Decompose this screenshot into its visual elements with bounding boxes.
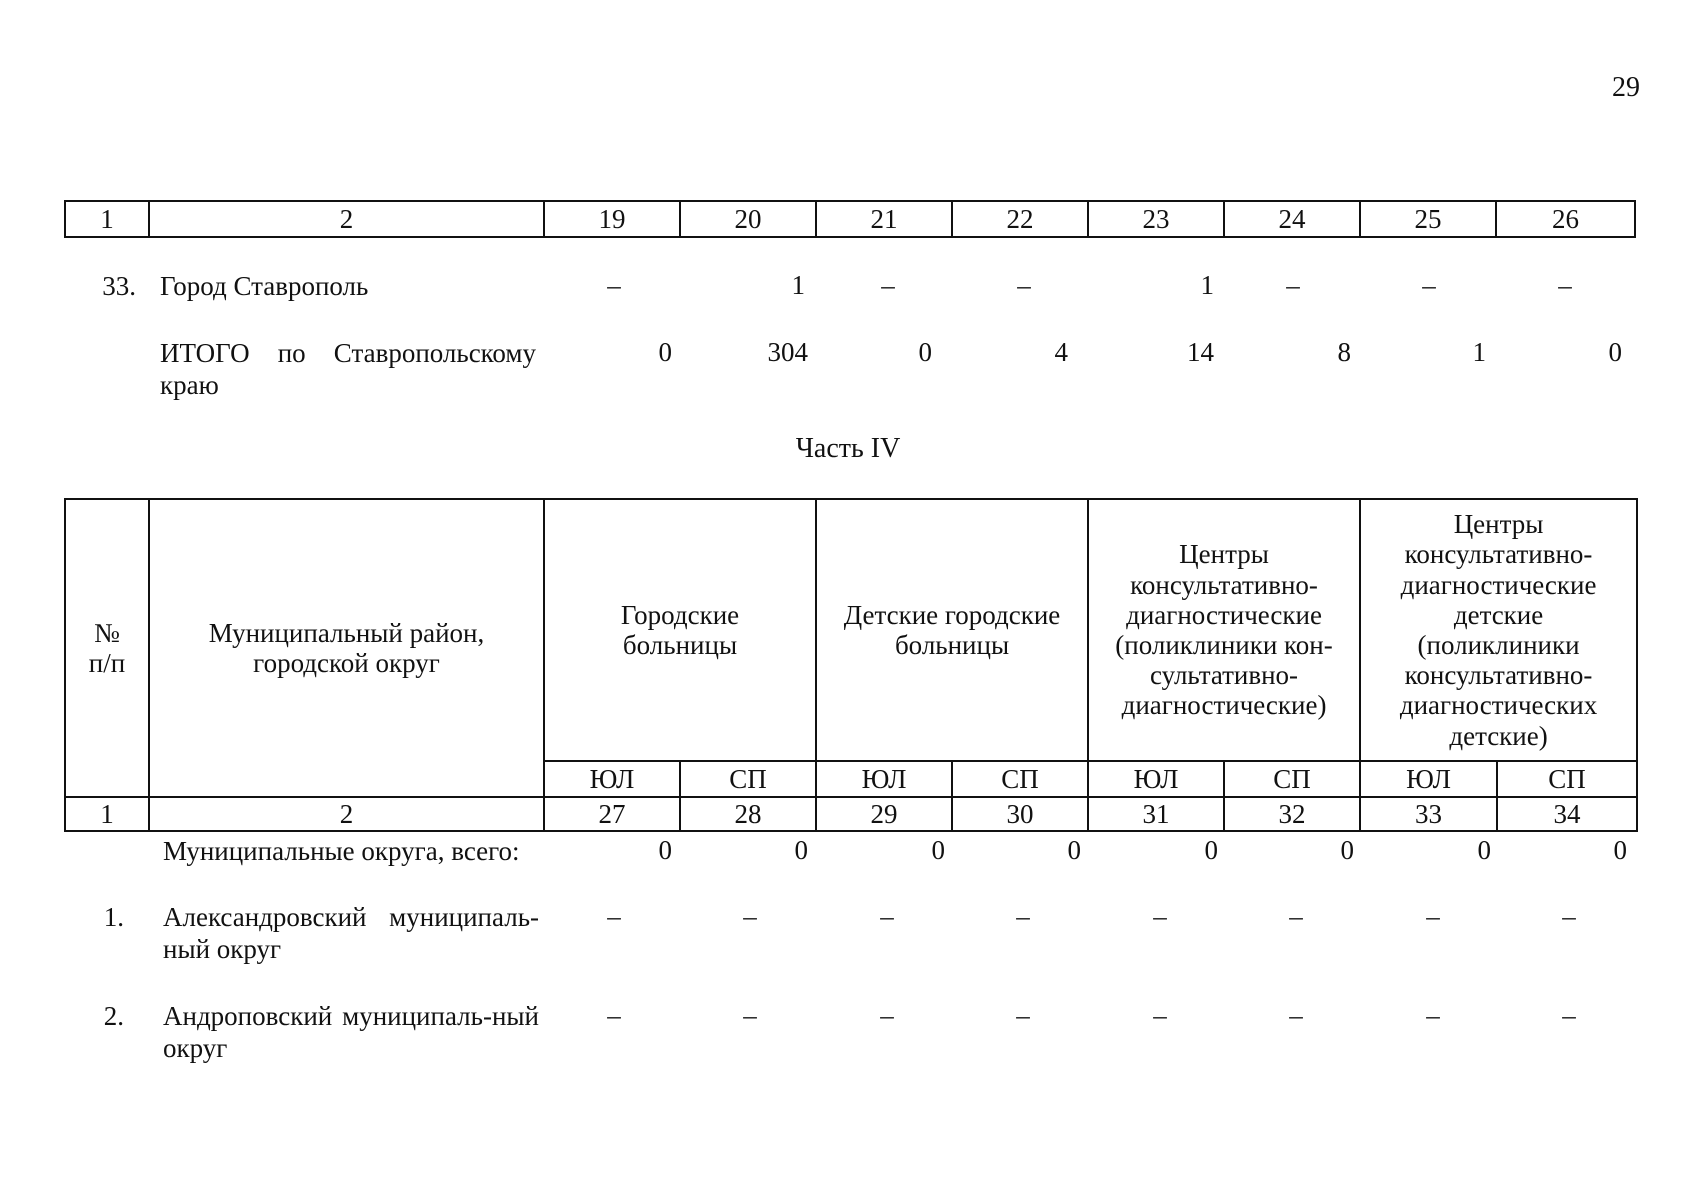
cell-value: – xyxy=(743,901,757,931)
cell-value: 0 xyxy=(658,337,672,367)
cell-value: – xyxy=(1562,1000,1576,1030)
cell-value: 0 xyxy=(918,337,932,367)
cell-value: – xyxy=(607,270,621,300)
cell-value: – xyxy=(880,901,894,931)
column-number: 23 xyxy=(1088,201,1224,237)
cell-value: – xyxy=(1017,270,1031,300)
column-number: 29 xyxy=(816,797,952,831)
column-number: 21 xyxy=(816,201,952,237)
cell-value: – xyxy=(1558,270,1572,300)
cell-value: 0 xyxy=(1340,835,1354,865)
header-children-city-hospitals: Детские городские больницы xyxy=(816,499,1088,761)
cell-value: – xyxy=(1016,1000,1030,1030)
cell-value: – xyxy=(881,270,895,300)
header-municipality: Муниципальный район, городской округ xyxy=(149,499,544,797)
column-number: 19 xyxy=(544,201,680,237)
cell-value: – xyxy=(1153,1000,1167,1030)
column-number: 2 xyxy=(149,797,544,831)
top-column-number-table xyxy=(64,200,1636,238)
sub-header: СП xyxy=(1224,761,1360,797)
cell-value: – xyxy=(1426,1000,1440,1030)
cell-value: 0 xyxy=(1613,835,1627,865)
header-diagnostic-centers: Центры консультативно-диагностические (поликлиники кон-сультативно-диагностические) xyxy=(1088,499,1360,761)
row-number: 1. xyxy=(103,902,124,932)
column-number: 22 xyxy=(952,201,1088,237)
cell-value: 14 xyxy=(1187,337,1214,367)
page-number: 29 xyxy=(1612,72,1640,103)
row-name: Александровский муниципаль-ный округ xyxy=(163,902,539,965)
cell-value: 0 xyxy=(794,835,808,865)
column-number: 34 xyxy=(1497,797,1637,831)
sub-header: ЮЛ xyxy=(1088,761,1224,797)
part-title: Часть IV xyxy=(795,433,901,464)
cell-value: – xyxy=(1289,901,1303,931)
column-number: 32 xyxy=(1224,797,1360,831)
column-number: 2 xyxy=(149,201,544,237)
row-number: 2. xyxy=(103,1001,124,1031)
table-row-subtotal xyxy=(163,835,520,867)
row-name: ИТОГО по Ставропольскому краю xyxy=(160,338,536,401)
column-number: 24 xyxy=(1224,201,1360,237)
part-iv-header-table xyxy=(64,498,1638,832)
cell-value: – xyxy=(880,1000,894,1030)
column-number: 28 xyxy=(680,797,816,831)
column-number: 33 xyxy=(1360,797,1497,831)
cell-value: – xyxy=(743,1000,757,1030)
cell-value: – xyxy=(1289,1000,1303,1030)
cell-value: – xyxy=(1016,901,1030,931)
column-number: 1 xyxy=(65,797,149,831)
cell-value: – xyxy=(607,901,621,931)
cell-value: 8 xyxy=(1337,337,1351,367)
cell-value: – xyxy=(1562,901,1576,931)
sub-header: ЮЛ xyxy=(816,761,952,797)
cell-value: – xyxy=(1153,901,1167,931)
sub-header: ЮЛ xyxy=(544,761,680,797)
cell-value: 0 xyxy=(931,835,945,865)
sub-header: ЮЛ xyxy=(1360,761,1497,797)
cell-value: – xyxy=(607,1000,621,1030)
cell-value: 1 xyxy=(1200,270,1214,300)
sub-header: СП xyxy=(1497,761,1637,797)
column-number: 1 xyxy=(65,201,149,237)
cell-value: 1 xyxy=(1472,337,1486,367)
cell-value: 0 xyxy=(658,835,672,865)
cell-value: 0 xyxy=(1608,337,1622,367)
row-number: 33. xyxy=(102,271,136,301)
cell-value: – xyxy=(1422,270,1436,300)
sub-header: СП xyxy=(680,761,816,797)
row-name: Андроповский муниципаль-ный округ xyxy=(163,1001,539,1064)
row-name: Город Ставрополь xyxy=(160,271,369,301)
header-city-hospitals: Городские больницы xyxy=(544,499,816,761)
row-name: Муниципальные округа, всего: xyxy=(163,836,520,866)
cell-value: 0 xyxy=(1204,835,1218,865)
column-number: 31 xyxy=(1088,797,1224,831)
cell-value: 1 xyxy=(791,270,805,300)
column-number: 25 xyxy=(1360,201,1496,237)
cell-value: 4 xyxy=(1054,337,1068,367)
column-number: 30 xyxy=(952,797,1088,831)
cell-value: 304 xyxy=(767,337,808,367)
header-children-diagnostic-centers: Центры консультативно-диагностические детские (поликлиники консультативно-диагностических детские) xyxy=(1360,499,1637,761)
cell-value: 0 xyxy=(1477,835,1491,865)
column-number: 27 xyxy=(544,797,680,831)
sub-header: СП xyxy=(952,761,1088,797)
cell-value: – xyxy=(1426,901,1440,931)
header-number: № п/п xyxy=(65,499,149,797)
column-number: 26 xyxy=(1496,201,1635,237)
cell-value: 0 xyxy=(1067,835,1081,865)
column-number: 20 xyxy=(680,201,816,237)
cell-value: – xyxy=(1286,270,1300,300)
table-row-total xyxy=(160,337,536,402)
